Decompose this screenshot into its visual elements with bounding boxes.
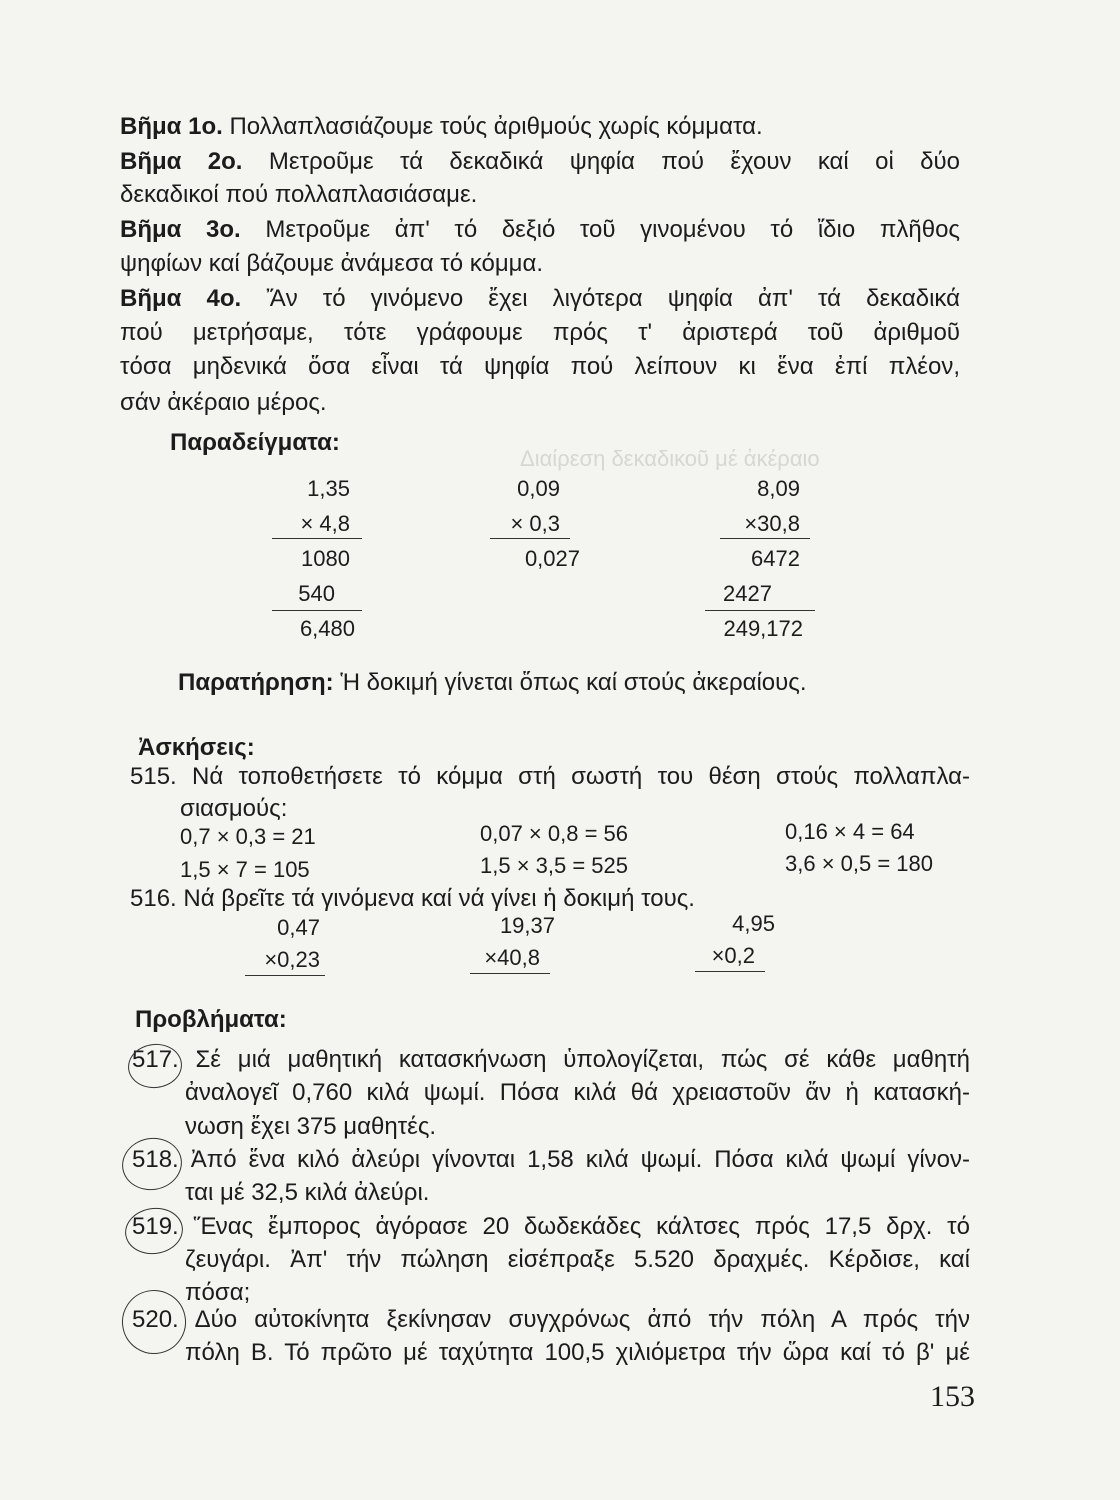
ex3-rule-2 xyxy=(705,610,815,611)
step-4-cont-1: πού μετρήσαμε, τότε γράφουμε πρός τ' ἀριστερά τοῦ ἀριθμοῦ xyxy=(120,319,960,346)
ex3-partial-2: 2427 xyxy=(723,581,772,606)
problem-519-cont-1: ζευγάρι. Ἀπ' τήν πώληση εἰσέπραξε 5.520 δραχμές. Κέρδισε, καί xyxy=(185,1246,970,1273)
step-2: Βῆμα 2ο. Μετροῦμε τά δεκαδικά ψηφία πού ἔχουν καί οἱ δύο xyxy=(120,148,961,175)
exercises-heading: Ἀσκήσεις: xyxy=(138,734,255,761)
ex1-rule-2 xyxy=(272,610,362,611)
circle-mark-518 xyxy=(118,1133,186,1195)
ex1-result: 6,480 xyxy=(299,616,355,641)
problem-519: 519. Ἕνας ἔμπορος ἀγόρασε 20 δωδεκάδες κάλτσες πρός 17,5 δρχ. τό xyxy=(132,1213,970,1240)
ex3-multiplicand: 8,09 xyxy=(757,476,800,501)
step-2-cont: δεκαδικοί πού πολλαπλασιάσαμε. xyxy=(120,181,478,208)
ex515-item-4: 1,5 × 7 = 105 xyxy=(180,857,310,882)
ex516-b-3: ×0,2 xyxy=(711,943,755,968)
problem-517-cont-1: ἀναλογεῖ 0,760 κιλά ψωμί. Πόσα κιλά θά χρειαστοῦν ἄν ἡ κατασκή- xyxy=(185,1079,970,1106)
ex2-multiplier: × 0,3 xyxy=(510,511,560,536)
ex1-partial-2: 540 xyxy=(298,581,335,606)
show-through-text: Διαίρεση δεκαδικοῦ μέ ἀκέραιο xyxy=(520,446,820,471)
ex1-multiplicand: 1,35 xyxy=(307,476,350,501)
ex515-item-6: 3,6 × 0,5 = 180 xyxy=(785,851,934,876)
problem-518: 518. Ἀπό ἕνα κιλό ἀλεύρι γίνονται 1,58 κιλά ψωμί. Πόσα κιλά ψωμί γίνον- xyxy=(132,1146,971,1173)
ex515-item-5: 1,5 × 3,5 = 525 xyxy=(480,853,629,878)
problem-520-cont: πόλη Β. Τό πρῶτο μέ ταχύτητα 100,5 χιλιόμετρα τήν ὥρα καί τό β' μέ xyxy=(185,1339,970,1366)
ex516-rule-1 xyxy=(245,975,325,976)
ex2-result: 0,027 xyxy=(524,546,580,571)
step-3: Βῆμα 3ο. Μετροῦμε ἀπ' τό δεξιό τοῦ γινομένου τό ἴδιο πλῆθος xyxy=(120,216,960,243)
circle-mark-520 xyxy=(116,1284,192,1360)
step-1: Βῆμα 1ο. Πολλαπλασιάζουμε τούς ἀριθμούς χωρίς κόμματα. xyxy=(120,113,763,140)
ex2-multiplicand: 0,09 xyxy=(517,476,560,501)
exercise-516: 516. Νά βρεῖτε τά γινόμενα καί νά γίνει ἡ δοκιμή τους. xyxy=(130,885,695,912)
step-3-cont: ψηφίων καί βάζουμε ἀνάμεσα τό κόμμα. xyxy=(120,250,544,277)
ex516-b-1: ×0,23 xyxy=(264,947,320,972)
step-4-cont-3: σάν ἀκέραιο μέρος. xyxy=(120,389,327,416)
problem-517: 517. Σέ μιά μαθητική κατασκήνωση ὑπολογίζεται, πώς σέ κάθε μαθητή xyxy=(132,1046,970,1073)
ex3-partial-1: 6472 xyxy=(751,546,800,571)
exercise-515: 515. Νά τοποθετήσετε τό κόμμα στή σωστή του θέση στούς πολλαπλα- xyxy=(130,763,970,790)
problems-heading: Προβλήματα: xyxy=(135,1006,287,1033)
problem-518-cont: ται μέ 32,5 κιλά ἀλεύρι. xyxy=(185,1179,430,1206)
ex3-result: 249,172 xyxy=(723,616,803,641)
ex515-item-2: 0,07 × 0,8 = 56 xyxy=(480,821,629,846)
examples-heading: Παραδείγματα: xyxy=(170,429,340,456)
ex1-partial-1: 1080 xyxy=(301,546,350,571)
ex516-b-2: ×40,8 xyxy=(484,945,540,970)
ex515-item-1: 0,7 × 0,3 = 21 xyxy=(180,824,316,849)
problem-520: 520. Δύο αὐτοκίνητα ξεκίνησαν συγχρόνως ἀπό τήν πόλη Α πρός τήν xyxy=(132,1306,971,1333)
step-4-cont-2: τόσα μηδενικά ὅσα εἶναι τά ψηφία πού λείπουν κι ἕνα ἐπί πλέον, xyxy=(120,353,960,380)
ex516-a-1: 0,47 xyxy=(277,915,320,940)
observation-note: Παρατήρηση: Ἡ δοκιμή γίνεται ὅπως καί στούς ἀκεραίους. xyxy=(178,669,807,696)
ex516-rule-3 xyxy=(695,971,765,972)
ex515-item-3: 0,16 × 4 = 64 xyxy=(785,819,915,844)
ex3-rule-1 xyxy=(720,538,810,539)
ex1-multiplier: × 4,8 xyxy=(300,511,350,536)
problem-517-cont-2: νωση ἔχει 375 μαθητές. xyxy=(185,1113,437,1140)
page-number: 153 xyxy=(930,1380,975,1413)
ex2-rule xyxy=(490,538,570,539)
ex1-rule-1 xyxy=(272,538,362,539)
ex516-a-2: 19,37 xyxy=(499,913,555,938)
ex3-multiplier: ×30,8 xyxy=(744,511,800,536)
ex516-a-3: 4,95 xyxy=(732,911,775,936)
problem-519-cont-2: πόσα; xyxy=(185,1279,251,1306)
exercise-515-cont: σιασμούς: xyxy=(180,795,288,822)
step-4: Βῆμα 4ο. Ἄν τό γινόμενο ἔχει λιγότερα ψηφία ἀπ' τά δεκαδικά xyxy=(120,285,960,312)
ex516-rule-2 xyxy=(470,973,550,974)
